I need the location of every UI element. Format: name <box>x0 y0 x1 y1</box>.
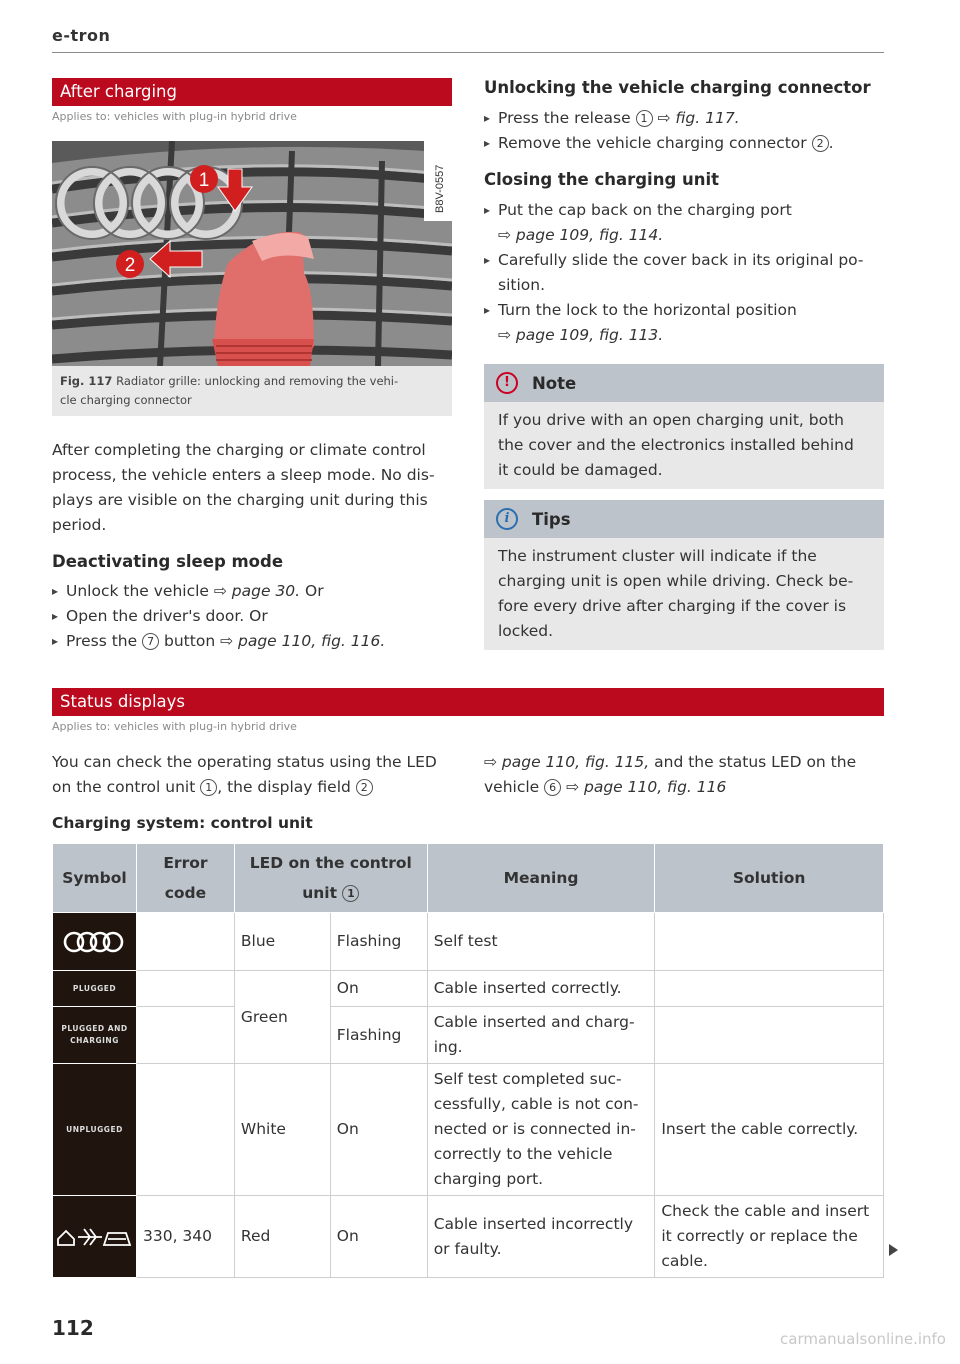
applies-to-note: Applies to: vehicles with plug-in hybrid drive <box>52 110 297 123</box>
led-state-cell: On <box>330 1064 427 1196</box>
solution-cell: Insert the cable correctly. <box>655 1064 884 1196</box>
closing-heading: Closing the charging unit <box>484 170 720 189</box>
unlocking-heading: Unlocking the vehicle charging connector <box>484 78 871 97</box>
callout-2: 2 <box>812 135 829 152</box>
error-code-cell <box>136 913 234 971</box>
paragraph-line: process, the vehicle enters a sleep mode. No dis- <box>52 466 435 484</box>
status-intro-left: You can check the operating status using the LED on the control unit 1 , the display field 2 <box>52 753 437 796</box>
led-color-cell: Blue <box>234 913 330 971</box>
led-color-cell: White <box>234 1064 330 1196</box>
solution-cell: Check the cable and insert it correctly or replace the cable. <box>655 1196 884 1278</box>
table-header-row <box>53 844 884 913</box>
unlocking-steps <box>484 106 884 156</box>
meaning-cell: Self test <box>427 913 655 971</box>
figure-caption <box>52 366 452 416</box>
note-box <box>484 364 884 489</box>
callout-6: 6 <box>544 779 561 796</box>
page-ref-link[interactable]: ⇨ page 109, fig. 113. <box>498 326 664 344</box>
led-state-cell: On <box>330 971 427 1007</box>
led-state-cell: On <box>330 1196 427 1278</box>
error-code-cell <box>136 1007 234 1064</box>
header-meaning: Meaning <box>427 844 655 913</box>
step-press-release: ▸ Press the release 1 ⇨ fig. 117. <box>484 106 884 131</box>
table-row <box>53 971 884 1007</box>
error-code-cell <box>136 971 234 1007</box>
figure-caption-label: Fig. 117 <box>60 374 113 388</box>
step-remove-connector: ▸ Remove the vehicle charging connector 2 . <box>484 131 884 156</box>
right-column <box>484 78 884 650</box>
continue-arrow-icon <box>889 1244 898 1256</box>
table-title: Charging system: control unit <box>52 814 313 832</box>
paragraph-line: period. <box>52 516 107 534</box>
step-slide-cover: ▸ Carefully slide the cover back in its original po- sition. <box>484 248 884 298</box>
header-error-code: Error code <box>136 844 234 913</box>
page-ref-link[interactable]: ⇨ page 30. <box>213 582 301 600</box>
page-ref-link[interactable]: ⇨ page 110, fig. 116 <box>561 778 727 796</box>
figure-caption-text: Radiator grille: unlocking and removing the vehi- cle charging connector <box>60 374 399 407</box>
fault-icons <box>53 1196 137 1278</box>
header-led: LED on the control unit 1 <box>234 844 427 913</box>
radiator-grille-illustration <box>52 141 452 366</box>
step-turn-lock: ▸ Turn the lock to the horizontal position ⇨ page 109, fig. 113. <box>484 298 884 348</box>
led-color-cell: Red <box>234 1196 330 1278</box>
header-rule <box>52 52 884 53</box>
meaning-cell: Self test completed suc- cessfully, cable is not con- nected or is connected in- correctly to the vehicle charging port. <box>427 1064 655 1196</box>
fig-ref-link[interactable]: ⇨ fig. 117. <box>652 109 740 127</box>
figure-code: B8V-0557 <box>434 164 446 213</box>
header-solution: Solution <box>655 844 884 913</box>
tips-title: Tips <box>532 509 571 529</box>
section-title-status-displays: Status displays <box>52 688 884 716</box>
paragraph-line: plays are visible on the charging unit during this <box>52 491 428 509</box>
table-row <box>53 913 884 971</box>
rings-icon <box>53 913 137 971</box>
after-charging-paragraph <box>52 438 452 538</box>
plugged-and-charging-symbol: PLUGGED AND CHARGING <box>53 1007 137 1064</box>
status-displays-section <box>52 688 884 733</box>
solution-cell <box>655 913 884 971</box>
tips-body: The instrument cluster will indicate if the charging unit is open while driving. Check be- fore every drive after charging if the cover is locked. <box>484 538 884 650</box>
note-title: Note <box>532 373 577 393</box>
tips-box <box>484 500 884 650</box>
deactivating-sleep-steps <box>52 579 452 654</box>
meaning-cell: Cable inserted and charg- ing. <box>427 1007 655 1064</box>
status-intro-right: ⇨ page 110, fig. 115, and the status LED on the vehicle 6 ⇨ page 110, fig. 116 <box>484 753 857 796</box>
warning-circle-icon: ! <box>496 372 518 394</box>
note-header <box>484 364 884 402</box>
running-title: e-tron <box>52 26 111 45</box>
figure-callout-1: 1 <box>198 170 210 191</box>
tips-header <box>484 500 884 538</box>
meaning-cell: Cable inserted incorrectly or faulty. <box>427 1196 655 1278</box>
step-press-button: ▸ Press the 7 button ⇨ page 110, fig. 116. <box>52 629 452 654</box>
section-title-after-charging: After charging <box>52 78 452 106</box>
step-unlock: ▸ Unlock the vehicle ⇨ page 30. Or <box>52 579 452 604</box>
led-state-cell: Flashing <box>330 913 427 971</box>
table-row <box>53 1196 884 1278</box>
error-code-cell: 330, 340 <box>136 1196 234 1278</box>
deactivating-sleep-heading: Deactivating sleep mode <box>52 552 284 571</box>
step-put-cap: ▸ Put the cap back on the charging port ⇨ page 109, fig. 114. <box>484 198 884 248</box>
watermark: carmanualsonline.info <box>780 1330 946 1348</box>
led-state-cell: Flashing <box>330 1007 427 1064</box>
applies-to-note: Applies to: vehicles with plug-in hybrid drive <box>52 720 297 733</box>
page-ref-link[interactable]: ⇨ page 109, fig. 114. <box>498 226 664 244</box>
led-color-cell: Green <box>234 971 330 1064</box>
figure-callout-2: 2 <box>124 255 136 276</box>
info-icon: i <box>496 508 518 530</box>
figure-117 <box>52 141 452 416</box>
callout-7: 7 <box>142 633 159 650</box>
unplugged-symbol: UNPLUGGED <box>53 1064 137 1196</box>
left-column <box>52 78 452 654</box>
callout-1: 1 <box>200 779 217 796</box>
note-body: If you drive with an open charging unit, both the cover and the electronics installed behind it could be damaged. <box>484 402 884 489</box>
paragraph-line: After completing the charging or climate control <box>52 441 426 459</box>
charging-status-table <box>52 843 884 1278</box>
error-code-cell <box>136 1064 234 1196</box>
step-open-door: ▸ Open the driver's door. Or <box>52 604 452 629</box>
page-number: 112 <box>52 1316 94 1340</box>
meaning-cell: Cable inserted correctly. <box>427 971 655 1007</box>
header-symbol: Symbol <box>53 844 137 913</box>
callout-2: 2 <box>356 779 373 796</box>
solution-cell <box>655 971 884 1007</box>
callout-1: 1 <box>342 885 359 902</box>
page-ref-link[interactable]: ⇨ page 110, fig. 115, <box>484 753 650 771</box>
page-ref-link[interactable]: ⇨ page 110, fig. 116. <box>220 632 386 650</box>
plugged-symbol: PLUGGED <box>53 971 137 1007</box>
table-row <box>53 1064 884 1196</box>
callout-1: 1 <box>636 110 653 127</box>
table-row <box>53 1007 884 1064</box>
closing-steps <box>484 198 884 348</box>
solution-cell <box>655 1007 884 1064</box>
